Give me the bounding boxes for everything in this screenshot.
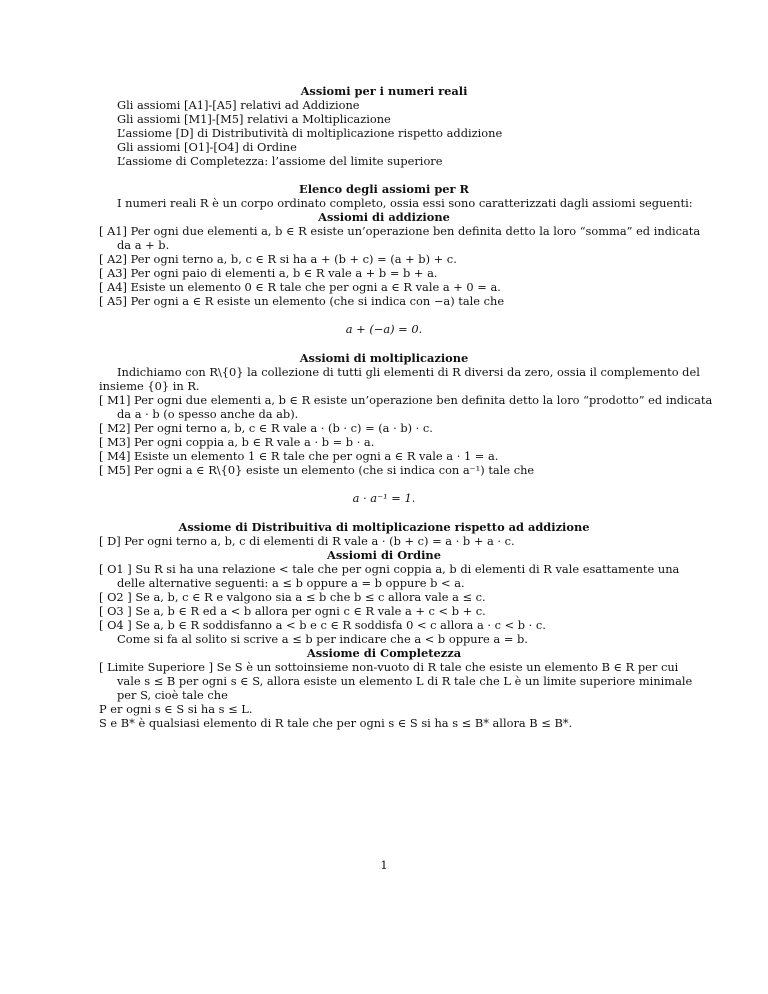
intro-item: Gli assiomi [A1]-[A5] relativi ad Addizione bbox=[117, 98, 360, 112]
axiom-m3: [ M3] Per ogni coppia a, b ∈ R vale a · b = b · a. bbox=[99, 435, 375, 449]
axiom-m2: [ M2] Per ogni terno a, b, c ∈ R vale a · (b · c) = (a · b) · c. bbox=[99, 421, 433, 435]
addizione-title: Assiomi di addizione bbox=[318, 210, 450, 224]
completezza-condition-1: P er ogni s ∈ S si ha s ≤ L. bbox=[99, 702, 253, 716]
moltiplicazione-title: Assiomi di moltiplicazione bbox=[299, 351, 469, 365]
axiom-a1: [ A1] Per ogni due elementi a, b ∈ R esiste un’operazione ben definita detto la loro “somma” ed indicata bbox=[99, 224, 701, 238]
intro-item: L’assiome di Completezza: l’assiome del limite superiore bbox=[117, 154, 443, 168]
axiom-m1: [ M1] Per ogni due elementi a, b ∈ R esiste un’operazione ben definita detto la loro “prodotto” ed indicata bbox=[99, 393, 713, 407]
ordine-note: Come si fa al solito si scrive a ≤ b per indicare che a < b oppure a = b. bbox=[117, 632, 528, 646]
intro-item: L’assiome [D] di Distributività di moltiplicazione rispetto addizione bbox=[117, 126, 503, 140]
intro-item: Gli assiomi [O1]-[O4] di Ordine bbox=[117, 140, 297, 154]
page-number: 1 bbox=[380, 858, 388, 872]
intro-title: Assiomi per i numeri reali bbox=[300, 84, 468, 98]
axiom-o1-cont: delle alternative seguenti: a ≤ b oppure a = b oppure b < a. bbox=[117, 576, 465, 590]
distributiva-title: Assiome di Distribuitiva di moltiplicazione rispetto ad addizione bbox=[178, 520, 590, 534]
axiom-a2: [ A2] Per ogni terno a, b, c ∈ R si ha a + (b + c) = (a + b) + c. bbox=[99, 252, 457, 266]
axiom-a5: [ A5] Per ogni a ∈ R esiste un elemento (che si indica con −a) tale che bbox=[99, 294, 505, 308]
moltiplicazione-formula: a · a⁻¹ = 1. bbox=[352, 491, 416, 505]
moltiplicazione-intro: Indichiamo con R\{0} la collezione di tutti gli elementi di R diversi da zero, ossia il complemento del bbox=[117, 365, 700, 379]
axiom-m5: [ M5] Per ogni a ∈ R\{0} esiste un elemento (che si indica con a⁻¹) tale che bbox=[99, 463, 535, 477]
completezza-cont: vale s ≤ B per ogni s ∈ S, allora esiste un elemento L di R tale che L è un limite superiore minimale bbox=[117, 674, 693, 688]
axiom-m4: [ M4] Esiste un elemento 1 ∈ R tale che per ogni a ∈ R vale a · 1 = a. bbox=[99, 449, 499, 463]
axiom-o4: [ O4 ] Se a, b ∈ R soddisfanno a < b e c ∈ R soddisfa 0 < c allora a · c < b · c. bbox=[99, 618, 546, 632]
axiom-o2: [ O2 ] Se a, b, c ∈ R e valgono sia a ≤ b che b ≤ c allora vale a ≤ c. bbox=[99, 590, 486, 604]
addizione-formula: a + (−a) = 0. bbox=[345, 322, 423, 336]
completezza-condition-2: S e B* è qualsiasi elemento di R tale che per ogni s ∈ S si ha s ≤ B* allora B ≤ B*. bbox=[99, 716, 573, 730]
axiom-o1: [ O1 ] Su R si ha una relazione < tale che per ogni coppia a, b di elementi di R vale esattamente una bbox=[99, 562, 680, 576]
completezza-title: Assiome di Completezza bbox=[306, 646, 462, 660]
axiom-a3: [ A3] Per ogni paio di elementi a, b ∈ R vale a + b = b + a. bbox=[99, 266, 438, 280]
axiom-m1-cont: da a · b (o spesso anche da ab). bbox=[117, 407, 299, 421]
elenco-text: I numeri reali R è un corpo ordinato completo, ossia essi sono caratterizzati dagli assiomi seguenti: bbox=[117, 196, 693, 210]
axiom-a1-cont: da a + b. bbox=[117, 238, 170, 252]
completezza-cont: per S, cioè tale che bbox=[117, 688, 228, 702]
axiom-d: [ D] Per ogni terno a, b, c di elementi di R vale a · (b + c) = a · b + a · c. bbox=[99, 534, 515, 548]
elenco-title: Elenco degli assiomi per R bbox=[299, 182, 469, 196]
axiom-o3: [ O3 ] Se a, b ∈ R ed a < b allora per ogni c ∈ R vale a + c < b + c. bbox=[99, 604, 486, 618]
moltiplicazione-intro-cont: insieme {0} in R. bbox=[99, 379, 200, 393]
axiom-limite-superiore: [ Limite Superiore ] Se S è un sottoinsieme non-vuoto di R tale che esiste un elemento B ∈ R per cui bbox=[99, 660, 679, 674]
intro-item: Gli assiomi [M1]-[M5] relativi a Moltiplicazione bbox=[117, 112, 391, 126]
axiom-a4: [ A4] Esiste un elemento 0 ∈ R tale che per ogni a ∈ R vale a + 0 = a. bbox=[99, 280, 501, 294]
ordine-title: Assiomi di Ordine bbox=[327, 548, 441, 562]
